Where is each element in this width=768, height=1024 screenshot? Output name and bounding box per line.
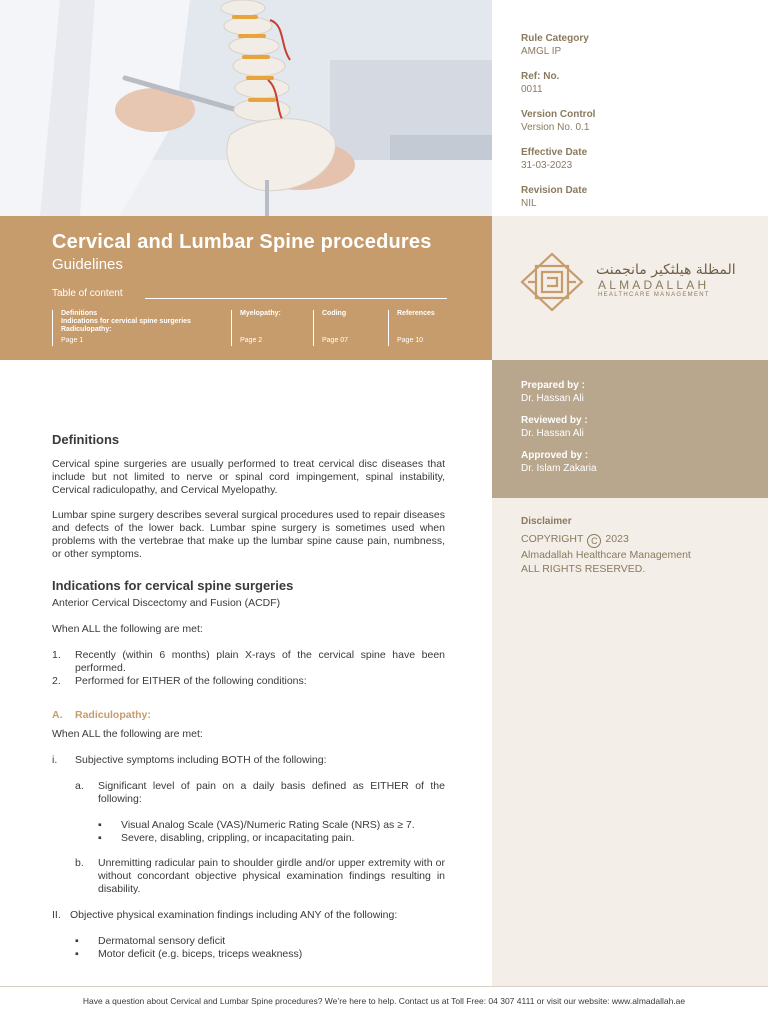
list-item-text: Motor deficit (e.g. biceps, triceps weakness) <box>98 948 303 960</box>
approvals-panel <box>492 360 768 498</box>
reviewed-by-value: Dr. Hassan Ali <box>521 428 584 439</box>
list-item-text: Visual Analog Scale (VAS)/Numeric Rating Scale (NRS) as ≥ 7. <box>121 819 415 831</box>
list-marker: a. <box>75 780 84 792</box>
toc-item-page: Page 07 <box>322 337 349 344</box>
logo-arabic-name: المظلة هيلثكير مانجمنت <box>596 262 736 278</box>
toc-item-page: Page 1 <box>61 337 84 344</box>
toc-item-references[interactable] <box>388 310 452 346</box>
definitions-heading: Definitions <box>52 432 120 447</box>
list-item <box>52 780 445 806</box>
copyright-word: COPYRIGHT <box>521 533 584 545</box>
page-footer <box>0 986 768 1024</box>
bullet-icon: ▪ <box>98 832 102 844</box>
document-subtitle: Guidelines <box>52 256 123 273</box>
title-band <box>0 216 492 360</box>
reviewed-by-label: Reviewed by : <box>521 415 588 426</box>
toc-item-title: Indications for cervical spine surgeries <box>61 318 191 325</box>
list-item <box>52 754 445 767</box>
toc-item-title: Definitions <box>61 310 98 317</box>
list-item-text: Performed for EITHER of the following conditions: <box>75 675 307 687</box>
acdf-procedure: Anterior Cervical Discectomy and Fusion (ACDF) <box>52 597 281 609</box>
toc-item-coding[interactable] <box>313 310 388 346</box>
prepared-by-label: Prepared by : <box>521 380 585 391</box>
toc-item-title: Coding <box>322 310 347 317</box>
logo-english-name: ALMADALLAH <box>598 278 710 292</box>
list-item <box>52 935 445 948</box>
version-control-value: Version No. 0.1 <box>521 122 590 133</box>
approved-by-value: Dr. Islam Zakaria <box>521 463 597 474</box>
list-item-text: Significant level of pain on a daily basis defined as EITHER of the following: <box>98 780 445 805</box>
when-all-text: When ALL the following are met: <box>52 623 203 635</box>
list-item-text: Subjective symptoms including BOTH of the following: <box>75 754 327 766</box>
bullet-icon: ▪ <box>75 948 79 960</box>
toc-item-page: Page 2 <box>240 337 263 344</box>
effective-date-label: Effective Date <box>521 147 588 158</box>
when-all-text: When ALL the following are met: <box>52 728 203 740</box>
definitions-paragraph-lumbar: Lumbar spine surgery describes several surgical procedures used to repair diseases and defects of the lower back. Lumbar spine surgery is sometimes used when problems with the vertebrae that make up the lumbar spine cause pain, numbness, or other symptoms. <box>52 509 445 560</box>
list-marker: b. <box>75 857 84 869</box>
toc-divider <box>145 298 447 299</box>
list-marker: II. <box>52 909 61 921</box>
document-meta-panel <box>492 0 768 216</box>
list-item <box>52 649 445 675</box>
list-item-text: Unremitting radicular pain to shoulder girdle and/or upper extremity with or without concordant objective physical examination findings resulting in disability. <box>98 857 445 895</box>
list-marker: 2. <box>52 675 61 687</box>
revision-date-label: Revision Date <box>521 185 588 196</box>
toc-item-page: Page 10 <box>397 337 424 344</box>
disclaimer-label: Disclaimer <box>521 516 572 527</box>
list-item-text: Severe, disabling, crippling, or incapacitating pain. <box>121 832 355 844</box>
bullet-icon: ▪ <box>98 819 102 831</box>
list-item <box>52 857 445 896</box>
copyright-year: 2023 <box>605 533 629 545</box>
toc-item-title: Radiculopathy: <box>61 326 112 333</box>
toc-heading: Table of content <box>52 288 123 299</box>
prepared-by-value: Dr. Hassan Ali <box>521 393 584 404</box>
radiculopathy-label: Radiculopathy: <box>75 709 151 721</box>
toc-item-definitions[interactable] <box>52 310 230 346</box>
list-item-text: Objective physical examination findings including ANY of the following: <box>70 909 398 921</box>
table-of-contents <box>52 310 452 346</box>
disclaimer-panel <box>492 498 768 986</box>
revision-date-value: NIL <box>521 198 537 209</box>
rule-category-value: AMGL IP <box>521 46 562 57</box>
effective-date-value: 31-03-2023 <box>521 160 573 171</box>
version-control-label: Version Control <box>521 109 596 120</box>
toc-item-title: Myelopathy: <box>240 310 281 317</box>
list-marker: A. <box>52 709 63 721</box>
list-item-text: Dermatomal sensory deficit <box>98 935 226 947</box>
hero-photo-spine-model <box>0 0 492 216</box>
list-item <box>52 819 445 832</box>
logo-panel <box>492 216 768 360</box>
footer-contact-text: Have a question about Cervical and Lumbar Spine procedures? We’re here to help. Contact us at Toll Free: 04 307 4111 or visit our website: www.almadallah.ae <box>82 996 686 1006</box>
copyright-icon: C <box>587 534 601 548</box>
definitions-paragraph-cervical: Cervical spine surgeries are usually performed to treat cervical disc diseases that include but not limited to nerve or spinal cord impingement, spinal instability, Cervical radiculopathy, and Cervical Myelopathy. <box>52 458 445 496</box>
list-item <box>52 948 445 961</box>
list-marker: i. <box>52 754 58 766</box>
almadallah-logo-icon <box>520 252 584 312</box>
toc-item-title: References <box>397 310 435 317</box>
list-marker: 1. <box>52 649 61 661</box>
document-title: Cervical and Lumbar Spine procedures <box>52 231 432 253</box>
ref-no-value: 0011 <box>521 84 543 95</box>
copyright-company: Almadallah Healthcare Management <box>521 549 691 561</box>
indications-heading: Indications for cervical spine surgeries <box>52 578 294 593</box>
list-item-text: Recently (within 6 months) plain X-rays of the cervical spine have been performed. <box>75 649 445 674</box>
list-item <box>52 675 445 688</box>
copyright-rights: ALL RIGHTS RESERVED. <box>521 563 646 575</box>
approved-by-label: Approved by : <box>521 450 589 461</box>
radiculopathy-heading <box>52 709 445 722</box>
list-item <box>52 832 445 845</box>
copyright-line <box>521 532 768 548</box>
bullet-icon: ▪ <box>75 935 79 947</box>
ref-no-label: Ref: No. <box>521 71 560 82</box>
logo-tagline: HEALTHCARE MANAGEMENT <box>598 292 710 298</box>
rule-category-label: Rule Category <box>521 33 589 44</box>
main-content <box>52 432 445 961</box>
toc-item-myelopathy[interactable] <box>231 310 313 346</box>
list-item <box>52 909 452 922</box>
